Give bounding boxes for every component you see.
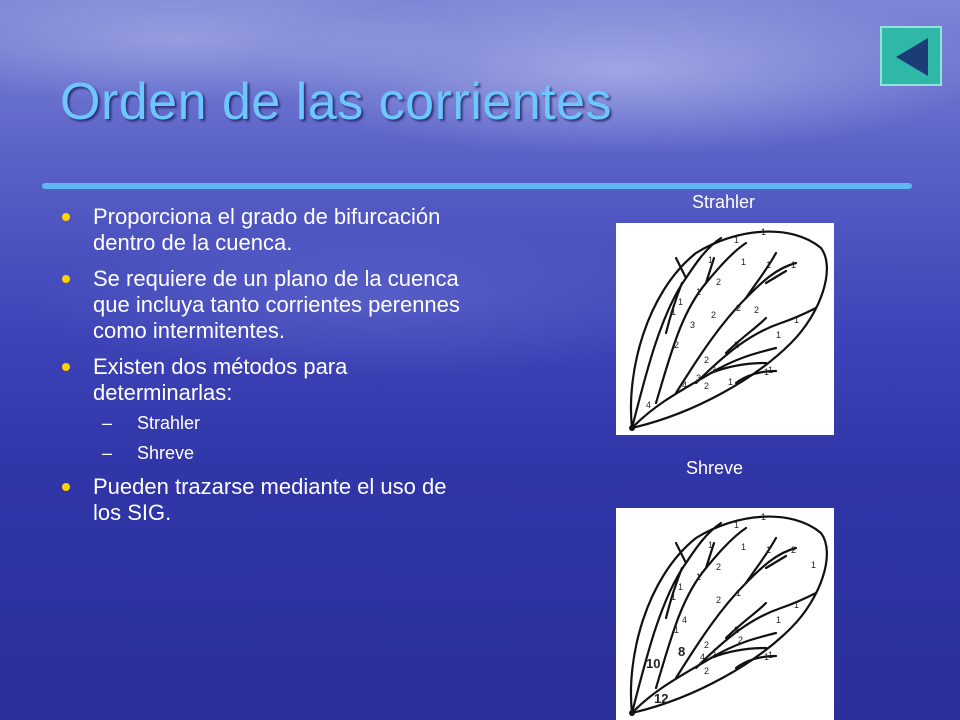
sub-bullet-dash: – bbox=[102, 413, 113, 433]
bullet-item bbox=[60, 354, 460, 464]
strahler-caption: Strahler bbox=[692, 192, 756, 212]
shreve-basin-drawing bbox=[616, 508, 834, 720]
shreve-order-label: 10 bbox=[646, 656, 661, 671]
strahler-order-label: 1 bbox=[766, 260, 772, 270]
shreve-order-label: 2 bbox=[734, 625, 740, 635]
shreve-order-label: 1 bbox=[764, 652, 770, 662]
shreve-order-label: 2 bbox=[716, 562, 722, 572]
shreve-order-label: 4 bbox=[700, 652, 706, 662]
shreve-order-label: 2 bbox=[704, 640, 710, 650]
shreve-order-label: 2 bbox=[704, 666, 710, 676]
shreve-order-label: 8 bbox=[678, 644, 686, 659]
strahler-order-label: 3 bbox=[711, 365, 717, 375]
shreve-order-label: 1 bbox=[811, 560, 817, 570]
strahler-order-label: 1 bbox=[728, 377, 734, 387]
strahler-order-label: 2 bbox=[736, 303, 742, 313]
shreve-order-label: 1 bbox=[736, 588, 742, 598]
strahler-order-label: 1 bbox=[791, 260, 797, 270]
shreve-order-label: 1 bbox=[708, 540, 714, 550]
strahler-order-label: 1 bbox=[776, 330, 782, 340]
strahler-order-label: 3 bbox=[690, 320, 696, 330]
strahler-order-label: 2 bbox=[704, 355, 710, 365]
back-button[interactable] bbox=[880, 26, 942, 86]
bullet-item bbox=[60, 204, 460, 256]
bullet-text: Existen dos métodos para determinarlas: bbox=[93, 354, 348, 405]
bullet-dot bbox=[62, 275, 70, 283]
strahler-order-label: 1 bbox=[678, 297, 684, 307]
shreve-order-label: 1 bbox=[741, 542, 747, 552]
strahler-order-label: 1 bbox=[764, 367, 770, 377]
bullet-dot bbox=[62, 213, 70, 221]
shreve-order-label: 12 bbox=[654, 691, 669, 706]
strahler-order-label: 2 bbox=[754, 305, 760, 315]
bullet-dot bbox=[62, 363, 70, 371]
shreve-order-label: 1 bbox=[794, 600, 800, 610]
strahler-order-label: 1 bbox=[741, 257, 747, 267]
shreve-order-label: 4 bbox=[682, 615, 688, 625]
shreve-diagram bbox=[616, 508, 834, 720]
shreve-order-label: 1 bbox=[761, 512, 767, 522]
sub-bullet-dash: – bbox=[102, 443, 113, 463]
strahler-order-label: 1 bbox=[696, 287, 702, 297]
title-underline bbox=[42, 183, 912, 189]
sub-bullet-item bbox=[93, 412, 460, 434]
strahler-basin-drawing bbox=[616, 223, 834, 435]
bullet-item bbox=[60, 266, 460, 344]
shreve-order-label: 1 bbox=[674, 625, 680, 635]
bullet-text: Pueden trazarse mediante el uso de los SIG. bbox=[93, 474, 447, 525]
shreve-order-label: 2 bbox=[716, 595, 722, 605]
sub-bullet-text: Shreve bbox=[137, 443, 195, 463]
bullet-text: Proporciona el grado de bifurcación dentro de la cuenca. bbox=[93, 204, 441, 255]
shreve-order-label: 2 bbox=[791, 545, 797, 555]
sub-bullet-text: Strahler bbox=[137, 413, 201, 433]
shreve-order-label: 1 bbox=[768, 650, 774, 660]
sub-bullet-item bbox=[93, 442, 460, 464]
bullet-item bbox=[60, 474, 460, 526]
strahler-order-label: 1 bbox=[761, 227, 767, 237]
strahler-order-label: 1 bbox=[768, 365, 774, 375]
strahler-diagram bbox=[616, 223, 834, 435]
shreve-order-label: 1 bbox=[766, 545, 772, 555]
strahler-order-label: 3 bbox=[696, 373, 702, 383]
shreve-order-label: 1 bbox=[776, 615, 782, 625]
shreve-order-label: 1 bbox=[696, 572, 702, 582]
shreve-order-label: 2 bbox=[738, 635, 744, 645]
shreve-caption: Shreve bbox=[686, 458, 744, 478]
strahler-order-label: 2 bbox=[674, 340, 680, 350]
strahler-order-label: 1 bbox=[708, 255, 714, 265]
strahler-order-label: 1 bbox=[794, 315, 800, 325]
shreve-order-label: 1 bbox=[678, 582, 684, 592]
strahler-order-label: 4 bbox=[646, 400, 652, 410]
shreve-order-label: 1 bbox=[734, 520, 740, 530]
strahler-order-label: 4 bbox=[682, 380, 688, 390]
strahler-order-label: 2 bbox=[716, 277, 722, 287]
strahler-order-label: 1 bbox=[734, 235, 740, 245]
sub-bullet-list bbox=[93, 412, 460, 464]
strahler-order-label: 1 bbox=[671, 307, 677, 317]
strahler-order-label: 2 bbox=[734, 340, 740, 350]
bullet-list bbox=[60, 204, 460, 536]
shreve-order-label: 1 bbox=[671, 592, 677, 602]
slide-title: Orden de las corrientes bbox=[60, 73, 612, 131]
shreve-order-label: 2 bbox=[711, 650, 717, 660]
bullet-dot bbox=[62, 483, 70, 491]
bullet-text: Se requiere de un plano de la cuenca que incluya tanto corrientes perennes como intermitentes. bbox=[93, 266, 460, 343]
strahler-order-label: 2 bbox=[711, 310, 717, 320]
strahler-order-label: 2 bbox=[704, 381, 710, 391]
back-triangle-icon bbox=[892, 36, 932, 78]
